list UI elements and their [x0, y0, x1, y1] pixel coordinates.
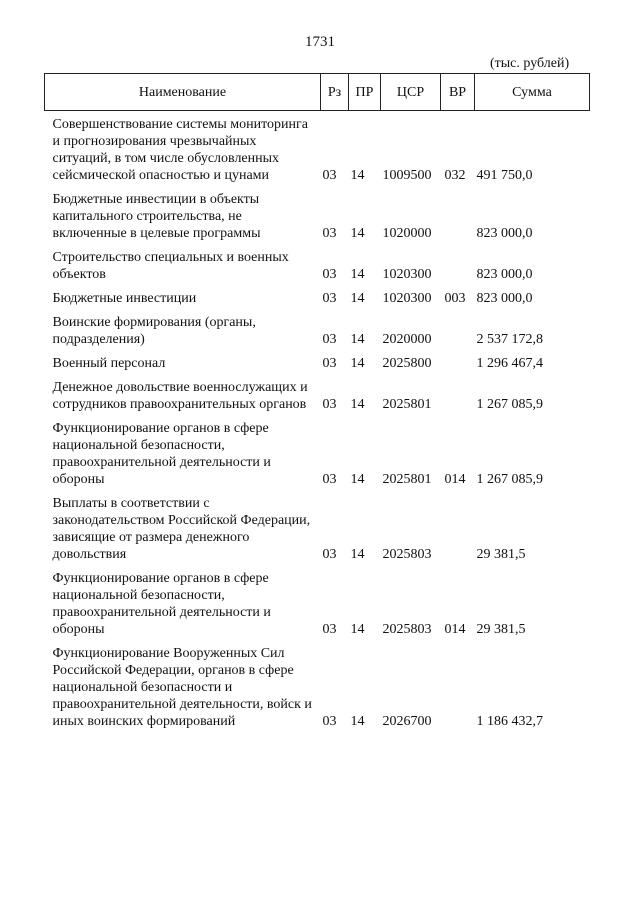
row-csr: 2026700	[382, 714, 432, 729]
row-pr: 14	[350, 356, 365, 371]
column-header-csr: ЦСР	[381, 74, 441, 111]
row-csr: 1009500	[382, 168, 432, 183]
budget-table	[44, 73, 590, 732]
row-sum: 491 750,0	[476, 168, 533, 183]
row-sum: 823 000,0	[476, 291, 533, 306]
row-sum: 1 267 085,9	[476, 472, 543, 487]
row-name: Функционирование органов в сфере национальной безопасности, правоохранительной деятельности и обороны	[52, 571, 271, 637]
row-csr: 2025801	[382, 397, 432, 412]
row-rz: 03	[322, 332, 337, 347]
row-csr: 2025801	[382, 472, 432, 487]
row-sum: 1 267 085,9	[476, 397, 543, 412]
table-row	[45, 111, 590, 187]
row-csr: 2020000	[382, 332, 432, 347]
row-rz: 03	[322, 356, 337, 371]
row-rz: 03	[322, 226, 337, 241]
table-row	[45, 309, 590, 350]
row-sum: 1 296 467,4	[476, 356, 543, 371]
row-sum: 2 537 172,8	[476, 332, 543, 347]
row-vr	[441, 490, 475, 565]
row-name: Совершенствование системы мониторинга и прогнозирования чрезвычайных ситуаций, в том числе обусловленных сейсмической опасностью и цунами	[52, 117, 308, 183]
row-pr: 14	[350, 332, 365, 347]
row-sum: 29 381,5	[476, 547, 526, 562]
row-rz: 03	[322, 267, 337, 282]
row-vr	[441, 186, 475, 244]
row-csr: 2025803	[382, 622, 432, 637]
table-row	[45, 374, 590, 415]
row-pr: 14	[350, 714, 365, 729]
row-csr: 1020000	[382, 226, 432, 241]
header-row	[45, 74, 590, 111]
row-pr: 14	[350, 622, 365, 637]
row-name: Функционирование Вооруженных Сил Российской Федерации, органов в сфере национальной безопасности и правоохранительной деятельности, войск и иных воинских формирований	[52, 646, 312, 729]
page-number: 1731	[305, 34, 335, 50]
row-vr	[441, 309, 475, 350]
table-header	[45, 74, 590, 111]
column-header-sum: Сумма	[475, 74, 590, 111]
row-vr	[441, 640, 475, 732]
row-name: Воинские формирования (органы, подразделения)	[52, 315, 256, 347]
row-csr: 2025803	[382, 547, 432, 562]
row-name: Функционирование органов в сфере национальной безопасности, правоохранительной деятельности и обороны	[52, 421, 271, 487]
row-sum: 29 381,5	[476, 622, 526, 637]
row-sum: 823 000,0	[476, 226, 533, 241]
table-row	[45, 244, 590, 285]
column-header-pr: ПР	[349, 74, 381, 111]
row-vr: 032	[444, 168, 466, 183]
row-pr: 14	[350, 168, 365, 183]
row-vr: 014	[444, 622, 466, 637]
row-rz: 03	[322, 472, 337, 487]
column-header-rz: Рз	[321, 74, 349, 111]
table-row	[45, 565, 590, 640]
row-sum: 1 186 432,7	[476, 714, 543, 729]
units-label: (тыс. рублей)	[490, 56, 570, 71]
table-row	[45, 186, 590, 244]
table-body	[45, 111, 590, 733]
row-rz: 03	[322, 291, 337, 306]
row-vr	[441, 374, 475, 415]
table-row	[45, 640, 590, 732]
table-row	[45, 415, 590, 490]
row-rz: 03	[322, 547, 337, 562]
row-csr: 1020300	[382, 291, 432, 306]
row-pr: 14	[350, 547, 365, 562]
row-rz: 03	[322, 714, 337, 729]
row-pr: 14	[350, 397, 365, 412]
row-csr: 1020300	[382, 267, 432, 282]
column-header-vr: ВР	[441, 74, 475, 111]
row-name: Бюджетные инвестиции в объекты капитального строительства, не включенные в целевые программы	[52, 192, 261, 241]
table-row	[45, 350, 590, 374]
row-name: Выплаты в соответствии с законодательством Российской Федерации, зависящие от размера денежного довольствия	[52, 496, 311, 562]
row-sum: 823 000,0	[476, 267, 533, 282]
row-name: Строительство специальных и военных объектов	[52, 250, 289, 282]
row-csr: 2025800	[382, 356, 432, 371]
table-row	[45, 490, 590, 565]
row-pr: 14	[350, 226, 365, 241]
row-pr: 14	[350, 472, 365, 487]
row-name: Бюджетные инвестиции	[52, 291, 197, 306]
table-row	[45, 285, 590, 309]
row-pr: 14	[350, 291, 365, 306]
row-rz: 03	[322, 397, 337, 412]
column-header-name: Наименование	[45, 74, 321, 111]
row-vr: 003	[444, 291, 466, 306]
row-name: Денежное довольствие военнослужащих и сотрудников правоохранительных органов	[52, 380, 308, 412]
row-vr: 014	[444, 472, 466, 487]
row-rz: 03	[322, 168, 337, 183]
row-rz: 03	[322, 622, 337, 637]
row-name: Военный персонал	[52, 356, 166, 371]
row-vr	[441, 350, 475, 374]
row-pr: 14	[350, 267, 365, 282]
row-vr	[441, 244, 475, 285]
